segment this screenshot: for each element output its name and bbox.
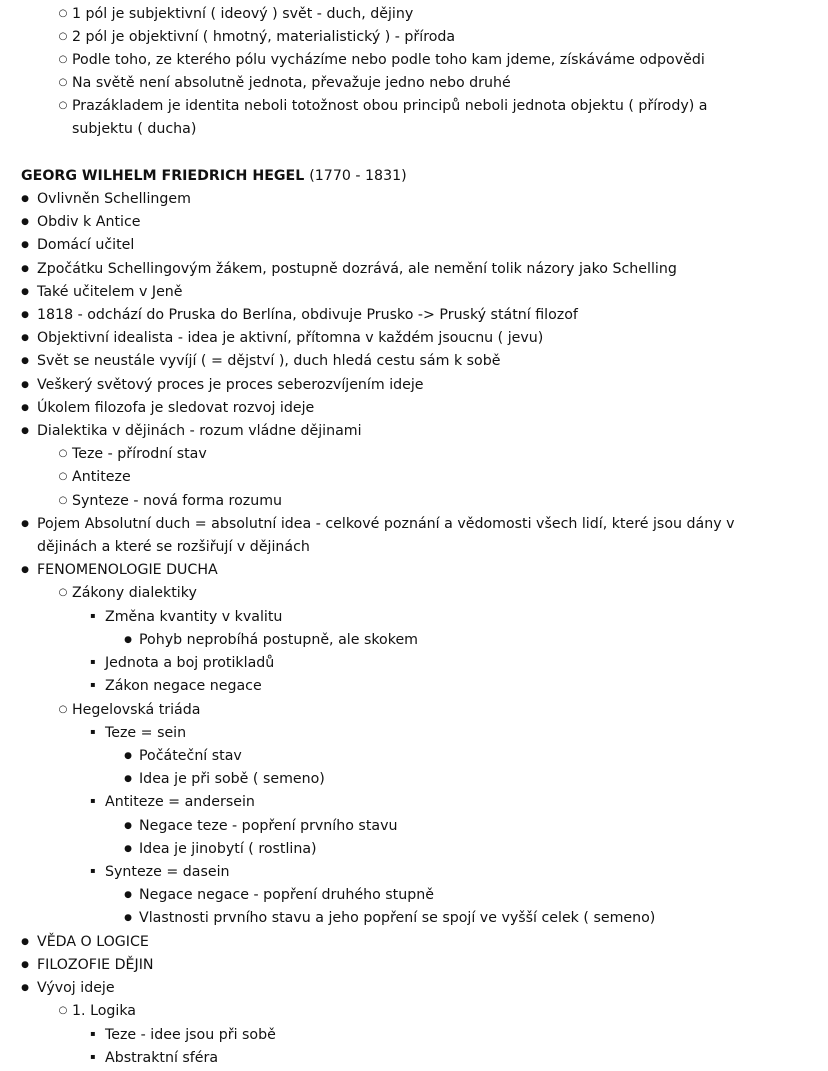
list-item-label: Logika — [90, 1003, 137, 1019]
list-item-text: Pohyb neprobíhá postupně, ale skokem — [139, 632, 418, 648]
list-item — [0, 1024, 828, 1046]
list-item-text: Veškerý světový proces je proces seberozvíjením ideje — [37, 377, 424, 393]
list-item — [0, 26, 828, 48]
list-item — [0, 3, 828, 25]
circle-bullet-icon — [56, 49, 70, 73]
list-item — [0, 768, 828, 790]
disc-bullet-icon — [121, 815, 135, 839]
list-item-text: Idea je jinobytí ( rostlina) — [139, 841, 317, 857]
disc-bullet-icon — [18, 211, 32, 235]
circle-bullet-icon — [56, 95, 70, 119]
square-bullet-icon — [86, 861, 100, 885]
circle-bullet-icon — [56, 3, 70, 27]
disc-bullet-icon — [18, 954, 32, 978]
list-item — [0, 629, 828, 651]
circle-bullet-icon — [56, 699, 70, 723]
list-item — [0, 907, 828, 929]
square-bullet-icon — [86, 1047, 100, 1071]
disc-bullet-icon — [18, 258, 32, 282]
list-item-text: Abstraktní sféra — [105, 1050, 219, 1066]
list-item — [0, 931, 828, 953]
list-item — [0, 884, 828, 906]
list-item-text: Zákon negace negace — [105, 678, 262, 694]
list-item — [0, 815, 828, 837]
circle-bullet-icon — [56, 490, 70, 514]
list-item — [0, 791, 828, 813]
list-item-continuation — [0, 118, 828, 140]
list-item — [0, 861, 828, 883]
list-item-text: Domácí učitel — [37, 237, 135, 253]
disc-bullet-icon — [121, 629, 135, 653]
list-item-text: 1818 - odchází do Pruska do Berlína, obdivuje Prusko -> Pruský státní filozof — [37, 307, 578, 323]
disc-bullet-icon — [18, 304, 32, 328]
list-item — [0, 1047, 828, 1069]
list-item-text: Podle toho, ze kterého pólu vycházíme nebo podle toho kam jdeme, získáváme odpovědi — [72, 52, 705, 68]
circle-bullet-icon — [56, 466, 70, 490]
list-item-text: Idea je při sobě ( semeno) — [139, 771, 325, 787]
list-item — [0, 954, 828, 976]
square-bullet-icon — [86, 722, 100, 746]
square-bullet-icon — [86, 791, 100, 815]
circle-bullet-icon — [56, 582, 70, 606]
list-item — [0, 838, 828, 860]
list-item — [0, 374, 828, 396]
list-item-text: Antiteze — [72, 469, 131, 485]
list-item — [0, 327, 828, 349]
list-item — [0, 977, 828, 999]
list-item — [0, 699, 828, 721]
list-item-text: Synteze = dasein — [105, 864, 230, 880]
circle-bullet-icon — [56, 72, 70, 96]
disc-bullet-icon — [18, 559, 32, 583]
list-item-text: subjektu ( ducha) — [72, 121, 197, 137]
list-item — [0, 1000, 828, 1022]
square-bullet-icon — [86, 652, 100, 676]
square-bullet-icon — [86, 675, 100, 699]
list-item-text: FILOZOFIE DĚJIN — [37, 957, 154, 973]
list-item-text: Obdiv k Antice — [37, 214, 141, 230]
list-item — [0, 211, 828, 233]
list-item-text: 2 pól je objektivní ( hmotný, materialistický ) - příroda — [72, 29, 456, 45]
list-item-text: Pojem Absolutní duch = absolutní idea - celkové poznání a vědomosti všech lidí, které jsou dány v — [37, 516, 735, 532]
list-item-text: dějinách a které se rozšiřují v dějinách — [37, 539, 310, 555]
list-item — [0, 281, 828, 303]
heading-years: (1770 - 1831) — [309, 168, 407, 184]
list-item — [0, 513, 828, 535]
disc-bullet-icon — [18, 327, 32, 351]
circle-bullet-icon — [56, 1000, 70, 1024]
list-item — [0, 606, 828, 628]
list-item — [0, 304, 828, 326]
disc-bullet-icon — [18, 977, 32, 1001]
disc-bullet-icon — [121, 884, 135, 908]
list-item — [0, 582, 828, 604]
list-item — [0, 188, 828, 210]
list-item-text: VĚDA O LOGICE — [37, 934, 149, 950]
disc-bullet-icon — [18, 350, 32, 374]
list-item — [0, 443, 828, 465]
list-item — [0, 722, 828, 744]
list-item-text: Synteze - nová forma rozumu — [72, 493, 283, 509]
list-item-text: Zpočátku Schellingovým žákem, postupně dozrává, ale nemění tolik názory jako Schelling — [37, 261, 677, 277]
list-item — [0, 490, 828, 512]
list-item — [0, 559, 828, 581]
list-item-number: 1. — [72, 1003, 86, 1019]
list-item — [0, 258, 828, 280]
list-item — [0, 95, 828, 117]
list-item-continuation — [0, 536, 828, 558]
disc-bullet-icon — [121, 907, 135, 931]
list-item-text: Svět se neustále vyvíjí ( = dějství ), duch hledá cestu sám k sobě — [37, 353, 501, 369]
list-item-text: Vlastnosti prvního stavu a jeho popření se spojí ve vyšší celek ( semeno) — [139, 910, 656, 926]
list-item-text: FENOMENOLOGIE DUCHA — [37, 562, 218, 578]
list-item — [0, 420, 828, 442]
list-item-text: Zákony dialektiky — [72, 585, 197, 601]
square-bullet-icon — [86, 1024, 100, 1048]
list-item-text: Negace teze - popření prvního stavu — [139, 818, 398, 834]
list-item-text: Úkolem filozofa je sledovat rozvoj ideje — [37, 400, 315, 416]
circle-bullet-icon — [56, 443, 70, 467]
list-item — [0, 397, 828, 419]
list-item-text: Teze - idee jsou při sobě — [105, 1027, 276, 1043]
disc-bullet-icon — [121, 745, 135, 769]
disc-bullet-icon — [18, 374, 32, 398]
list-item-text: Jednota a boj protikladů — [105, 655, 275, 671]
list-item-text: Teze - přírodní stav — [72, 446, 207, 462]
heading-name: GEORG WILHELM FRIEDRICH HEGEL — [21, 168, 305, 184]
list-item — [0, 745, 828, 767]
list-item-text: Změna kvantity v kvalitu — [105, 609, 283, 625]
square-bullet-icon — [86, 606, 100, 630]
disc-bullet-icon — [18, 513, 32, 537]
list-item — [0, 234, 828, 256]
disc-bullet-icon — [121, 838, 135, 862]
section-heading — [0, 165, 828, 187]
disc-bullet-icon — [121, 768, 135, 792]
disc-bullet-icon — [18, 420, 32, 444]
list-item-text: Prazákladem je identita neboli totožnost obou principů neboli jednota objektu ( přírody) a — [72, 98, 708, 114]
list-item-text: Počáteční stav — [139, 748, 242, 764]
list-item-text: Ovlivněn Schellingem — [37, 191, 191, 207]
list-item — [0, 652, 828, 674]
disc-bullet-icon — [18, 931, 32, 955]
disc-bullet-icon — [18, 281, 32, 305]
circle-bullet-icon — [56, 26, 70, 50]
disc-bullet-icon — [18, 397, 32, 421]
list-item — [0, 466, 828, 488]
list-item-text: Dialektika v dějinách - rozum vládne dějinami — [37, 423, 362, 439]
list-item-text: Hegelovská triáda — [72, 702, 201, 718]
list-item-text: Také učitelem v Jeně — [37, 284, 183, 300]
list-item — [0, 675, 828, 697]
list-item-text: Antiteze = andersein — [105, 794, 255, 810]
list-item-text: Vývoj ideje — [37, 980, 115, 996]
list-item-text: Teze = sein — [105, 725, 187, 741]
list-item — [0, 49, 828, 71]
list-item — [0, 350, 828, 372]
list-item — [0, 72, 828, 94]
list-item-text: Objektivní idealista - idea je aktivní, přítomna v každém jsoucnu ( jevu) — [37, 330, 544, 346]
list-item-text: Na světě není absolutně jednota, převažuje jedno nebo druhé — [72, 75, 511, 91]
list-item-text: Negace negace - popření druhého stupně — [139, 887, 434, 903]
disc-bullet-icon — [18, 188, 32, 212]
list-item-text: 1 pól je subjektivní ( ideový ) svět - duch, dějiny — [72, 6, 414, 22]
disc-bullet-icon — [18, 234, 32, 258]
list-item-text — [72, 1000, 136, 1022]
